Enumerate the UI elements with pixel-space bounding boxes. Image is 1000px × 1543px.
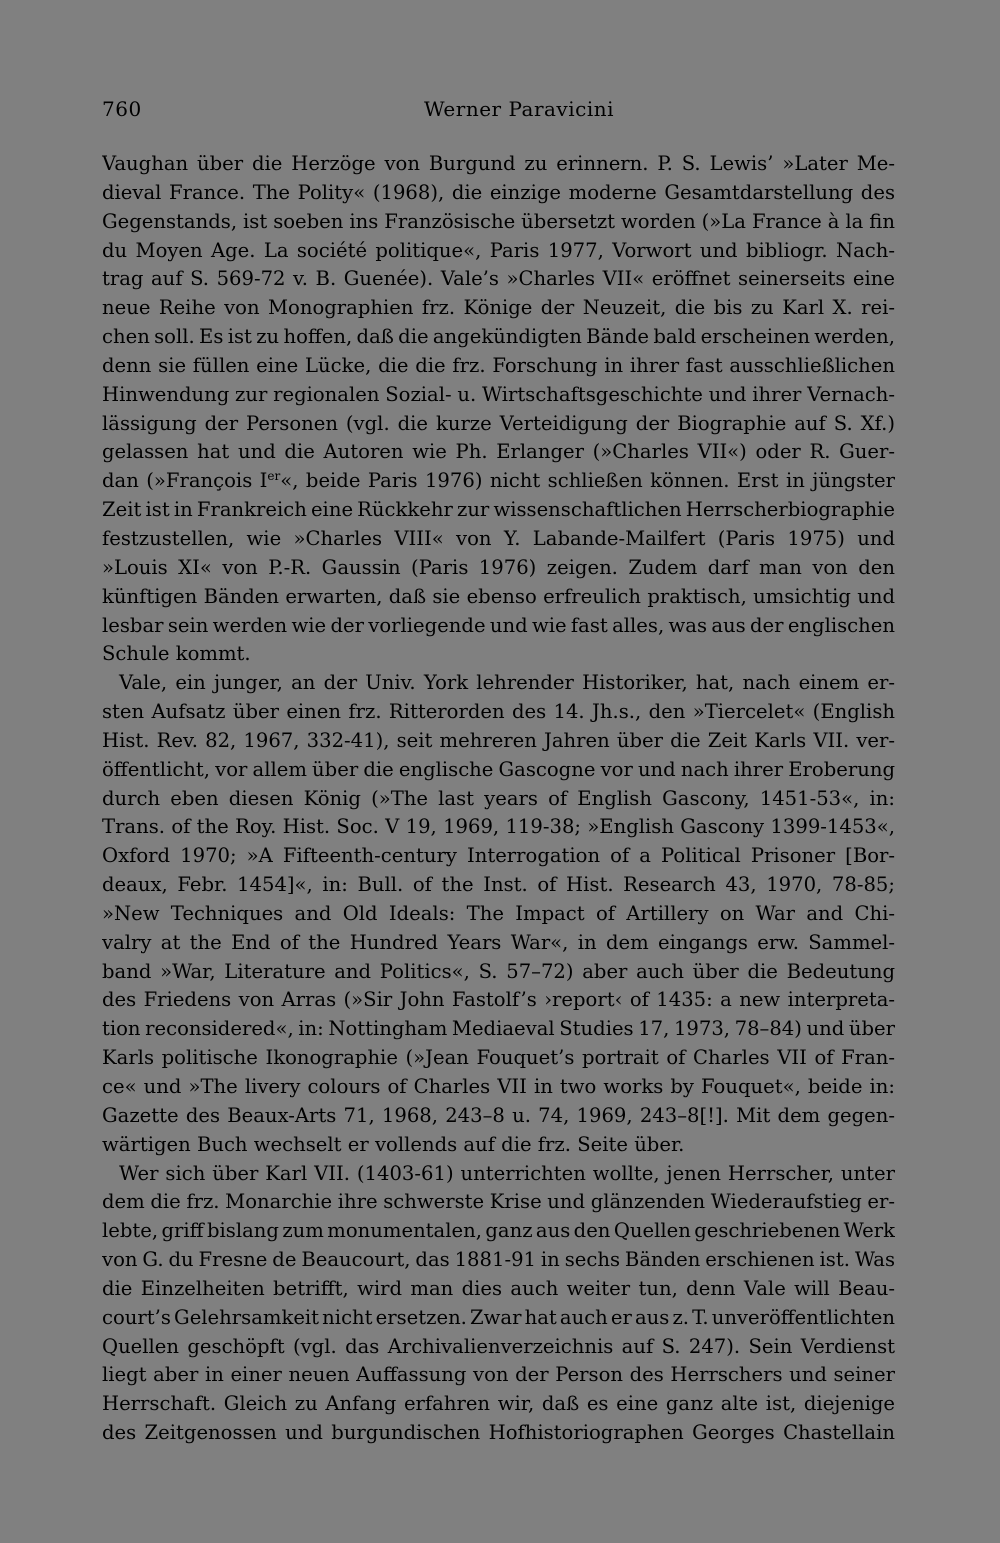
text-line: des Zeitgenossen und burgundischen Hofhistoriographen Georges Chastellain — [102, 1421, 895, 1445]
text-line: ce« und »The livery colours of Charles VII in two works by Fouquet«, beide in: — [102, 1075, 895, 1098]
text-line: deaux, Febr. 1454]«, in: Bull. of the Inst. of Hist. Research 43, 1970, 78-85; — [102, 873, 895, 897]
text-line: gelassen hat und die Autoren wie Ph. Erlanger (»Charles VII«) oder R. Guer- — [102, 440, 895, 464]
text-line: trag auf S. 569-72 v. B. Guenée). Vale’s »Charles VII« eröffnet seinerseits eine — [102, 267, 895, 291]
text-line: du Moyen Age. La société politique«, Paris 1977, Vorwort und bibliogr. Nach- — [102, 238, 895, 262]
superscript: er — [267, 469, 281, 484]
text-line: tion reconsidered«, in: Nottingham Mediaeval Studies 17, 1973, 78–84) und über — [102, 1017, 895, 1041]
text-line: dieval France. The Polity« (1968), die einzige moderne Gesamtdarstellung des — [102, 180, 895, 204]
text-line: Karls politische Ikonographie (»Jean Fouquet’s portrait of Charles VII of Fran- — [102, 1046, 895, 1070]
page-number: 760 — [102, 97, 142, 121]
text-line: Wer sich über Karl VII. (1403-61) unterrichten wollte, jenen Herrscher, unter — [119, 1161, 895, 1185]
text-line: »New Techniques and Old Ideals: The Impact of Artillery on War and Chi- — [102, 901, 895, 925]
text-line: »Louis XI« von P.-R. Gaussin (Paris 1976) zeigen. Zudem darf man von den — [102, 555, 895, 579]
text-line: chen soll. Es ist zu hoffen, daß die angekündigten Bände bald erscheinen werden, — [102, 325, 895, 349]
text-line: denn sie füllen eine Lücke, die die frz. Forschung in ihrer fast ausschließlichen — [102, 353, 895, 377]
paragraph-1 — [102, 150, 895, 669]
line-end: «, beide Paris 1976) nicht schließen können. Erst in jüngster — [280, 469, 895, 493]
text-line-with-superscript — [102, 467, 895, 496]
text-line: durch eben diesen König (»The last years of English Gascony, 1451-53«, in: — [102, 786, 895, 810]
text-line: sten Aufsatz über einen frz. Ritterorden des 14. Jh.s., den »Tiercelet« (English — [102, 700, 895, 724]
text-line: Schule kommt. — [102, 642, 251, 666]
text-line: valry at the End of the Hundred Years War«, in dem eingangs erw. Sammel- — [102, 930, 895, 954]
text-line: Trans. of the Roy. Hist. Soc. V 19, 1969, 119-38; »English Gascony 1399-1453«, — [102, 815, 895, 839]
line-start: dan (»François I — [102, 469, 268, 493]
text-line: Oxford 1970; »A Fifteenth-century Interrogation of a Political Prisoner [Bor- — [102, 844, 895, 868]
text-line: dem die frz. Monarchie ihre schwerste Krise und glänzenden Wiederaufstieg er- — [102, 1190, 895, 1214]
text-line: Quellen geschöpft (vgl. das Archivalienverzeichnis auf S. 247). Sein Verdienst — [102, 1334, 895, 1358]
text-line: Gazette des Beaux-Arts 71, 1968, 243–8 u. 74, 1969, 243–8[!]. Mit dem gegen- — [102, 1103, 895, 1127]
text-line: öffentlicht, vor allem über die englische Gascogne vor und nach ihrer Eroberung — [102, 757, 895, 781]
text-line: Vaughan über die Herzöge von Burgund zu erinnern. P. S. Lewis’ »Later Me- — [102, 152, 895, 175]
text-line: court’s Gelehrsamkeit nicht ersetzen. Zwar hat auch er aus z. T. unveröffentlichten — [102, 1305, 895, 1329]
text-line: lesbar sein werden wie der vorliegende und wie fast alles, was aus der englischen — [102, 613, 895, 637]
text-line: Gegenstands, ist soeben ins Französische übersetzt worden (»La France à la fin — [102, 209, 895, 233]
body-text — [102, 150, 895, 1448]
text-line: liegt aber in einer neuen Auffassung von der Person des Herrschers und seiner — [102, 1363, 895, 1387]
text-line: wärtigen Buch wechselt er vollends auf die frz. Seite über. — [102, 1132, 685, 1156]
paragraph-2 — [102, 669, 895, 1159]
text-line: lebte, griff bislang zum monumentalen, ganz aus den Quellen geschriebenen Werk — [102, 1219, 895, 1243]
text-line: die Einzelheiten betrifft, wird man dies auch weiter tun, denn Vale will Beau- — [102, 1276, 895, 1300]
text-line: künftigen Bänden erwarten, daß sie ebenso erfreulich praktisch, umsichtig und — [102, 584, 895, 608]
paragraph-3 — [102, 1160, 895, 1448]
text-line: Herrschaft. Gleich zu Anfang erfahren wir, daß es eine ganz alte ist, diejenige — [102, 1392, 895, 1416]
text-line: neue Reihe von Monographien frz. Könige der Neuzeit, die bis zu Karl X. rei- — [102, 296, 895, 320]
text-line: Hinwendung zur regionalen Sozial- u. Wirtschaftsgeschichte und ihrer Vernach- — [102, 382, 895, 406]
text-line: Zeit ist in Frankreich eine Rückkehr zur wissenschaftlichen Herrscherbiographie — [102, 498, 895, 522]
text-line: Vale, ein junger, an der Univ. York lehrender Historiker, hat, nach einem er- — [119, 671, 895, 695]
running-head: Werner Paravicini — [424, 97, 614, 121]
page-header — [102, 97, 892, 127]
text-line: des Friedens von Arras (»Sir John Fastolf’s ›report‹ of 1435: a new interpreta- — [102, 988, 895, 1012]
text-line: von G. du Fresne de Beaucourt, das 1881-91 in sechs Bänden erschienen ist. Was — [102, 1248, 895, 1272]
text-line: Hist. Rev. 82, 1967, 332-41), seit mehreren Jahren über die Zeit Karls VII. ver- — [102, 728, 895, 752]
text-line: festzustellen, wie »Charles VIII« von Y. Labande-Mailfert (Paris 1975) und — [102, 526, 895, 550]
text-line: lässigung der Personen (vgl. die kurze Verteidigung der Biographie auf S. Xf.) — [102, 411, 895, 435]
text-line: band »War, Literature and Politics«, S. 57–72) aber auch über die Bedeutung — [102, 959, 895, 983]
